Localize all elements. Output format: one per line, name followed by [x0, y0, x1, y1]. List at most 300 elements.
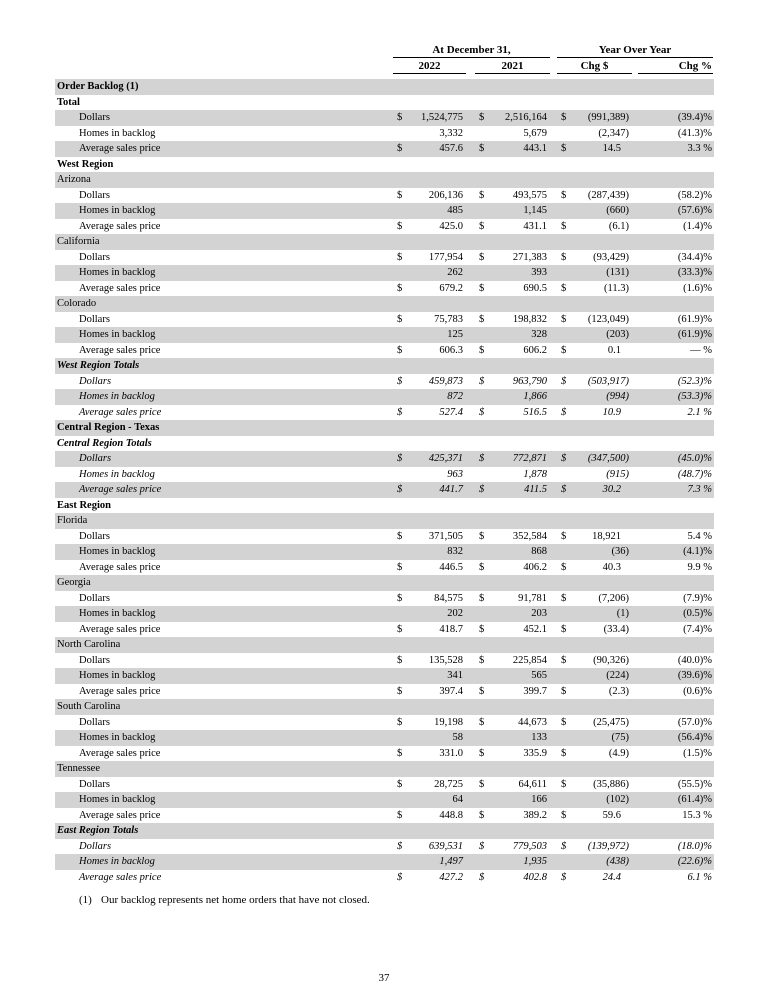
cell-chg-percent: (52.3)%: [677, 375, 712, 387]
cell-value: 452.1: [523, 623, 547, 635]
cell-2022: [393, 327, 466, 342]
dollar-sign: $: [397, 716, 403, 728]
cell-value: 40.3: [602, 561, 621, 573]
row-label: Dollars: [79, 453, 112, 465]
cell-2022: [393, 389, 466, 404]
section-row: [55, 575, 714, 591]
cell-value: 1,866: [523, 391, 547, 403]
cell-2021: [475, 219, 550, 234]
dollar-sign: $: [561, 484, 567, 496]
cell-value: 2,516,164: [505, 112, 547, 124]
cell-2022: [393, 715, 466, 730]
cell-chg-dollars: [557, 544, 632, 559]
cell-value: (4.9): [608, 747, 629, 759]
cell-value: 872: [447, 391, 463, 403]
cell-2021: [475, 622, 550, 637]
cell-2021: [475, 389, 550, 404]
section-label: Georgia: [57, 577, 91, 589]
cell-2022: [393, 312, 466, 327]
cell-value: 443.1: [523, 143, 547, 155]
row-label: Average sales price: [79, 871, 162, 883]
cell-2022: [393, 870, 466, 885]
table-header-groups: [55, 42, 714, 58]
dollar-sign: $: [397, 747, 403, 759]
cell-value: 352,584: [512, 530, 547, 542]
row-label: Dollars: [79, 530, 110, 542]
data-row: [55, 219, 714, 235]
dollar-sign: $: [561, 871, 567, 883]
cell-2022: [393, 792, 466, 807]
cell-value: 565: [531, 670, 547, 682]
row-label: Dollars: [79, 189, 110, 201]
cell-2022: [393, 606, 466, 621]
cell-chg-percent: (57.0)%: [677, 716, 712, 728]
dollar-sign: $: [479, 375, 485, 387]
section-label: Order Backlog (1): [57, 81, 139, 93]
data-row: [55, 389, 714, 405]
section-row: [55, 157, 714, 173]
section-row: [55, 498, 714, 514]
cell-chg-percent: (45.0)%: [677, 453, 712, 465]
cell-value: (75): [611, 732, 629, 744]
cell-chg-percent: (1.6)%: [683, 282, 712, 294]
row-label: Average sales price: [79, 344, 161, 356]
cell-chg-dollars: [557, 746, 632, 761]
section-label: California: [57, 236, 100, 248]
cell-value: 177,954: [428, 251, 463, 263]
data-row: [55, 684, 714, 700]
row-label: Average sales price: [79, 623, 161, 635]
cell-value: (994): [606, 391, 629, 403]
cell-value: 679.2: [439, 282, 463, 294]
data-row: [55, 839, 714, 855]
cell-value: (660): [606, 205, 629, 217]
cell-2021: [475, 870, 550, 885]
dollar-sign: $: [397, 344, 403, 356]
data-row: [55, 188, 714, 204]
cell-chg-dollars: [557, 606, 632, 621]
dollar-sign: $: [479, 189, 485, 201]
dollar-sign: $: [479, 685, 485, 697]
row-label: Homes in backlog: [79, 608, 156, 620]
section-row: [55, 172, 714, 188]
cell-2022: [393, 126, 466, 141]
cell-2022: [393, 653, 466, 668]
cell-chg-dollars: [557, 219, 632, 234]
cell-value: 832: [447, 546, 463, 558]
cell-chg-percent: (39.6)%: [677, 670, 712, 682]
dollar-sign: $: [397, 143, 403, 155]
cell-value: 44,673: [518, 716, 547, 728]
cell-2021: [475, 668, 550, 683]
cell-chg-percent: (48.7)%: [677, 468, 712, 480]
section-label: Florida: [57, 515, 88, 527]
cell-value: 1,145: [523, 205, 547, 217]
col-header-chg-dollars: Chg $: [557, 60, 632, 74]
data-row: [55, 560, 714, 576]
section-row: [55, 761, 714, 777]
row-label: Average sales price: [79, 484, 162, 496]
cell-value: (438): [606, 856, 629, 868]
cell-value: 690.5: [523, 282, 547, 294]
cell-2022: [393, 281, 466, 296]
cell-2021: [475, 854, 550, 869]
dollar-sign: $: [397, 313, 403, 325]
cell-2022: [393, 203, 466, 218]
cell-chg-percent: (56.4)%: [677, 732, 712, 744]
cell-value: 963: [447, 468, 463, 480]
cell-value: 606.3: [439, 344, 463, 356]
cell-chg-dollars: [557, 730, 632, 745]
dollar-sign: $: [397, 654, 403, 666]
cell-2021: [475, 126, 550, 141]
cell-value: (35,886): [593, 778, 629, 790]
cell-value: 84,575: [434, 592, 463, 604]
row-label: Dollars: [79, 592, 110, 604]
row-label: Homes in backlog: [79, 127, 156, 139]
cell-chg-percent: (1.4)%: [683, 220, 712, 232]
cell-chg-percent: (0.5)%: [683, 608, 712, 620]
section-label: East Region Totals: [57, 825, 139, 837]
cell-chg-dollars: [557, 591, 632, 606]
dollar-sign: $: [561, 623, 567, 635]
cell-value: 64: [452, 794, 463, 806]
data-row: [55, 606, 714, 622]
data-row: [55, 110, 714, 126]
data-row: [55, 653, 714, 669]
data-row: [55, 312, 714, 328]
cell-2022: [393, 188, 466, 203]
section-row: [55, 79, 714, 95]
cell-2022: [393, 482, 466, 497]
cell-value: (139,972): [587, 840, 629, 852]
cell-chg-dollars: [557, 467, 632, 482]
cell-2022: [393, 730, 466, 745]
cell-2021: [475, 777, 550, 792]
cell-2022: [393, 265, 466, 280]
cell-value: 418.7: [439, 623, 463, 635]
cell-chg-dollars: [557, 141, 632, 156]
dollar-sign: $: [561, 809, 567, 821]
cell-chg-percent: (55.5)%: [677, 778, 712, 790]
cell-value: 868: [531, 546, 547, 558]
cell-value: 516.5: [523, 406, 547, 418]
cell-chg-percent: (33.3)%: [677, 267, 712, 279]
cell-value: 166: [531, 794, 547, 806]
cell-value: 606.2: [523, 344, 547, 356]
cell-value: 1,935: [523, 856, 547, 868]
footnote-marker: (1): [79, 894, 92, 906]
cell-value: 446.5: [439, 561, 463, 573]
cell-chg-percent: (61.9)%: [677, 313, 712, 325]
cell-2021: [475, 188, 550, 203]
dollar-sign: $: [479, 406, 485, 418]
section-label: West Region: [57, 158, 114, 170]
cell-chg-percent: (58.2)%: [677, 189, 712, 201]
cell-chg-percent: 9.9 %: [687, 561, 712, 573]
cell-2021: [475, 141, 550, 156]
cell-value: 457.6: [439, 143, 463, 155]
cell-chg-dollars: [557, 312, 632, 327]
row-label: Dollars: [79, 251, 110, 263]
section-row: [55, 420, 714, 436]
cell-value: 779,503: [512, 840, 547, 852]
cell-chg-dollars: [557, 188, 632, 203]
dollar-sign: $: [479, 143, 485, 155]
section-row: [55, 296, 714, 312]
section-label: Arizona: [57, 174, 91, 186]
col-header-2021: 2021: [475, 60, 550, 74]
dollar-sign: $: [561, 189, 567, 201]
cell-2022: [393, 405, 466, 420]
cell-2022: [393, 777, 466, 792]
cell-value: 431.1: [523, 220, 547, 232]
cell-value: 125: [447, 329, 463, 341]
dollar-sign: $: [397, 189, 403, 201]
row-label: Average sales price: [79, 143, 161, 155]
cell-value: 262: [447, 267, 463, 279]
cell-2022: [393, 250, 466, 265]
cell-2022: [393, 110, 466, 125]
cell-chg-dollars: [557, 529, 632, 544]
dollar-sign: $: [479, 561, 485, 573]
row-label: Dollars: [79, 313, 110, 325]
cell-value: 75,783: [434, 313, 463, 325]
cell-chg-percent: (39.4)%: [677, 112, 712, 124]
dollar-sign: $: [479, 453, 485, 465]
cell-value: (131): [606, 267, 629, 279]
order-backlog-table: [55, 42, 714, 885]
cell-value: 335.9: [523, 747, 547, 759]
cell-value: 459,873: [428, 375, 463, 387]
data-row: [55, 451, 714, 467]
data-row: [55, 126, 714, 142]
cell-2021: [475, 715, 550, 730]
cell-value: (287,439): [587, 189, 629, 201]
section-label: East Region: [57, 499, 111, 511]
cell-chg-dollars: [557, 405, 632, 420]
cell-chg-percent: (18.0)%: [677, 840, 712, 852]
cell-chg-dollars: [557, 126, 632, 141]
dollar-sign: $: [561, 143, 567, 155]
cell-2021: [475, 327, 550, 342]
row-label: Homes in backlog: [79, 732, 156, 744]
cell-2021: [475, 808, 550, 823]
data-row: [55, 327, 714, 343]
cell-value: 397.4: [439, 685, 463, 697]
cell-2021: [475, 265, 550, 280]
cell-chg-dollars: [557, 839, 632, 854]
cell-value: 425,371: [428, 453, 463, 465]
cell-chg-dollars: [557, 482, 632, 497]
cell-2021: [475, 560, 550, 575]
cell-2022: [393, 467, 466, 482]
cell-chg-dollars: [557, 250, 632, 265]
data-row: [55, 668, 714, 684]
cell-2021: [475, 792, 550, 807]
cell-2022: [393, 343, 466, 358]
cell-chg-percent: (57.6)%: [677, 205, 712, 217]
dollar-sign: $: [479, 313, 485, 325]
cell-2021: [475, 374, 550, 389]
cell-value: 3,332: [439, 127, 463, 139]
cell-chg-dollars: [557, 343, 632, 358]
data-row: [55, 482, 714, 498]
dollar-sign: $: [561, 282, 567, 294]
cell-value: (224): [606, 670, 629, 682]
cell-value: 5,679: [523, 127, 547, 139]
cell-2021: [475, 606, 550, 621]
cell-chg-percent: (22.6)%: [677, 856, 712, 868]
cell-value: 64,611: [518, 778, 547, 790]
cell-2021: [475, 281, 550, 296]
cell-chg-percent: (1.5)%: [683, 747, 712, 759]
section-label: Central Region - Texas: [57, 422, 160, 434]
cell-value: (11.3): [604, 282, 629, 294]
cell-chg-percent: 2.1 %: [687, 406, 712, 418]
col-header-2022: 2022: [393, 60, 466, 74]
cell-2022: [393, 808, 466, 823]
cell-value: (915): [606, 468, 629, 480]
cell-value: 493,575: [512, 189, 547, 201]
dollar-sign: $: [561, 406, 567, 418]
data-row: [55, 854, 714, 870]
dollar-sign: $: [561, 592, 567, 604]
cell-2022: [393, 544, 466, 559]
data-row: [55, 544, 714, 560]
row-label: Homes in backlog: [79, 391, 155, 403]
dollar-sign: $: [397, 623, 403, 635]
data-row: [55, 746, 714, 762]
cell-value: (93,429): [593, 251, 629, 263]
section-row: [55, 436, 714, 452]
cell-chg-percent: (41.3)%: [677, 127, 712, 139]
dollar-sign: $: [479, 716, 485, 728]
cell-chg-percent: 15.3 %: [682, 809, 712, 821]
dollar-sign: $: [479, 623, 485, 635]
cell-value: 10.9: [602, 406, 621, 418]
cell-value: 331.0: [439, 747, 463, 759]
cell-chg-dollars: [557, 560, 632, 575]
section-row: [55, 234, 714, 250]
cell-chg-dollars: [557, 668, 632, 683]
cell-value: 448.8: [439, 809, 463, 821]
dollar-sign: $: [397, 375, 403, 387]
dollar-sign: $: [479, 871, 485, 883]
row-label: Average sales price: [79, 406, 162, 418]
data-row: [55, 777, 714, 793]
cell-value: (203): [606, 329, 629, 341]
cell-value: 772,871: [512, 453, 547, 465]
cell-2021: [475, 591, 550, 606]
cell-2022: [393, 668, 466, 683]
cell-value: 203: [531, 608, 547, 620]
row-label: Homes in backlog: [79, 546, 156, 558]
cell-value: 371,505: [428, 530, 463, 542]
row-label: Average sales price: [79, 282, 161, 294]
section-row: [55, 637, 714, 653]
cell-value: 393: [531, 267, 547, 279]
cell-value: (33.4): [603, 623, 629, 635]
data-row: [55, 808, 714, 824]
cell-chg-dollars: [557, 808, 632, 823]
cell-2022: [393, 374, 466, 389]
section-label: North Carolina: [57, 639, 121, 651]
section-row: [55, 358, 714, 374]
dollar-sign: $: [397, 251, 403, 263]
dollar-sign: $: [561, 561, 567, 573]
section-label: Central Region Totals: [57, 437, 152, 449]
dollar-sign: $: [561, 220, 567, 232]
dollar-sign: $: [397, 282, 403, 294]
cell-chg-dollars: [557, 265, 632, 280]
cell-value: (7,206): [598, 592, 629, 604]
dollar-sign: $: [397, 530, 403, 542]
cell-2021: [475, 746, 550, 761]
row-label: Homes in backlog: [79, 794, 156, 806]
cell-2021: [475, 343, 550, 358]
data-row: [55, 792, 714, 808]
cell-chg-dollars: [557, 374, 632, 389]
cell-value: (2,347): [598, 127, 629, 139]
dollar-sign: $: [479, 778, 485, 790]
cell-value: 341: [447, 670, 463, 682]
row-label: Homes in backlog: [79, 205, 156, 217]
cell-2022: [393, 591, 466, 606]
dollar-sign: $: [397, 809, 403, 821]
cell-2022: [393, 451, 466, 466]
cell-value: 485: [447, 205, 463, 217]
dollar-sign: $: [479, 654, 485, 666]
cell-value: 133: [531, 732, 547, 744]
cell-value: 639,531: [428, 840, 463, 852]
dollar-sign: $: [397, 685, 403, 697]
dollar-sign: $: [561, 840, 567, 852]
dollar-sign: $: [561, 453, 567, 465]
row-label: Dollars: [79, 778, 110, 790]
cell-chg-dollars: [557, 777, 632, 792]
cell-chg-percent: (7.4)%: [683, 623, 712, 635]
cell-value: 1,524,775: [421, 112, 463, 124]
cell-value: 19,198: [434, 716, 463, 728]
cell-value: 963,790: [512, 375, 547, 387]
section-row: [55, 95, 714, 111]
cell-chg-percent: 7.3 %: [687, 484, 712, 496]
table-header-columns: [55, 59, 714, 74]
cell-value: 135,528: [428, 654, 463, 666]
cell-value: 399.7: [523, 685, 547, 697]
cell-chg-percent: (4.1)%: [683, 546, 712, 558]
cell-chg-dollars: [557, 451, 632, 466]
data-row: [55, 730, 714, 746]
cell-chg-percent: (53.3)%: [677, 391, 712, 403]
cell-value: (1): [616, 608, 629, 620]
cell-chg-percent: (61.4)%: [677, 794, 712, 806]
cell-chg-percent: 3.3 %: [687, 143, 712, 155]
cell-2021: [475, 684, 550, 699]
dollar-sign: $: [479, 282, 485, 294]
page-number: 37: [378, 972, 390, 984]
data-row: [55, 529, 714, 545]
footnote: [55, 893, 714, 908]
dollar-sign: $: [561, 716, 567, 728]
dollar-sign: $: [397, 840, 403, 852]
cell-value: 202: [447, 608, 463, 620]
cell-chg-percent: (7.9)%: [683, 592, 712, 604]
cell-value: 441.7: [439, 484, 463, 496]
dollar-sign: $: [397, 406, 403, 418]
section-label: Colorado: [57, 298, 97, 310]
